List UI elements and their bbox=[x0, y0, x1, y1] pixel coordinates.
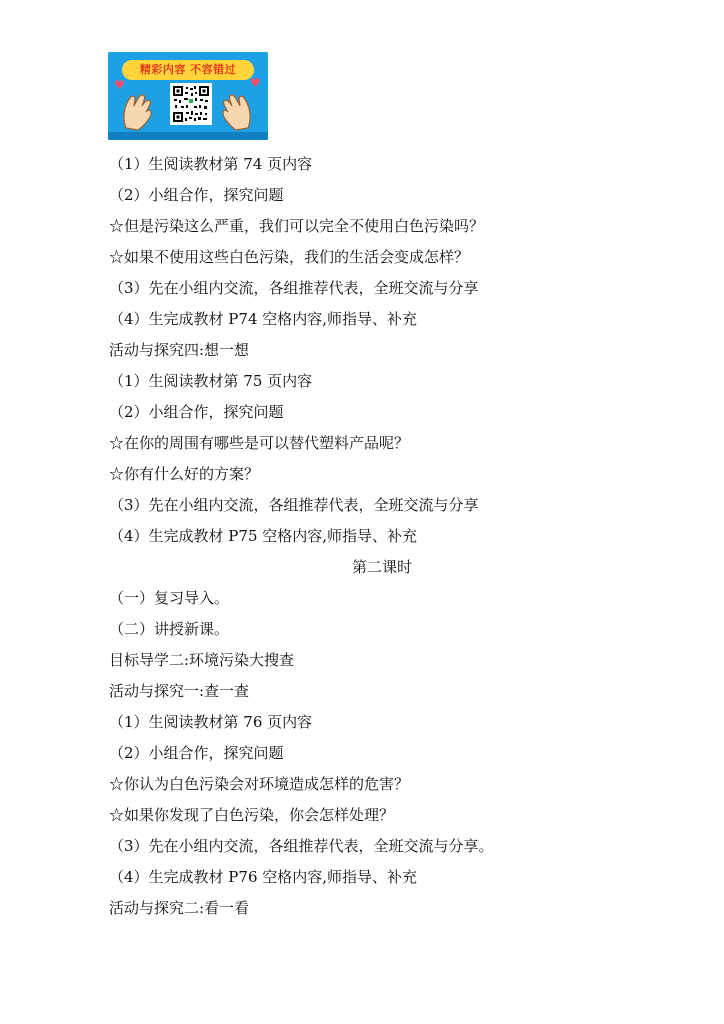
text-line: （3）先在小组内交流，各组推荐代表，全班交流与分享 bbox=[109, 279, 479, 297]
promo-banner[interactable] bbox=[108, 52, 268, 140]
text-line: （3）先在小组内交流，各组推荐代表，全班交流与分享。 bbox=[109, 837, 494, 855]
heart-icon: ♥ bbox=[114, 78, 125, 92]
clapping-hands-icon bbox=[120, 88, 154, 132]
section-heading: 活动与探究二:看一看 bbox=[109, 899, 250, 917]
banner-footer bbox=[108, 132, 268, 140]
text-line: （4）生完成教材 P76 空格内容,师指导、补充 bbox=[109, 868, 418, 886]
text-line: （1）生阅读教材第 75 页内容 bbox=[109, 372, 313, 390]
question-line: ☆如果不使用这些白色污染，我们的生活会变成怎样？ bbox=[109, 248, 470, 266]
text-line: （2）小组合作，探究问题 bbox=[109, 403, 284, 421]
text-line: （二）讲授新课。 bbox=[109, 620, 230, 638]
question-line: ☆在你的周围有哪些是可以替代塑料产品呢？ bbox=[109, 434, 410, 452]
text-line: （2）小组合作，探究问题 bbox=[109, 186, 284, 204]
text-line: （4）生完成教材 P74 空格内容,师指导、补充 bbox=[109, 310, 418, 328]
section-heading: 活动与探究一:查一查 bbox=[109, 682, 250, 700]
question-line: ☆你有什么好的方案？ bbox=[109, 465, 260, 483]
banner-title: 精彩内容 不容错过 bbox=[122, 60, 254, 80]
text-line: （3）先在小组内交流，各组推荐代表，全班交流与分享 bbox=[109, 496, 479, 514]
section-heading: 目标导学二:环境污染大搜查 bbox=[109, 651, 295, 669]
text-line: （一）复习导入。 bbox=[109, 589, 230, 607]
question-line: ☆如果你发现了白色污染，你会怎样处理？ bbox=[109, 806, 395, 824]
text-line: （4）生完成教材 P75 空格内容,师指导、补充 bbox=[109, 527, 418, 545]
text-line: （2）小组合作，探究问题 bbox=[109, 744, 284, 762]
section-heading: 活动与探究四:想一想 bbox=[109, 341, 250, 359]
document-body bbox=[109, 149, 669, 924]
qr-code-icon bbox=[170, 83, 212, 125]
text-line: （1）生阅读教材第 74 页内容 bbox=[109, 155, 313, 173]
question-line: ☆你认为白色污染会对环境造成怎样的危害？ bbox=[109, 775, 410, 793]
question-line: ☆但是污染这么严重，我们可以完全不使用白色污染吗？ bbox=[109, 217, 485, 235]
clapping-hands-icon bbox=[220, 88, 254, 132]
heart-icon: ♥ bbox=[250, 76, 261, 90]
text-line: （1）生阅读教材第 76 页内容 bbox=[109, 713, 313, 731]
lesson-heading: 第二课时 bbox=[351, 558, 412, 576]
